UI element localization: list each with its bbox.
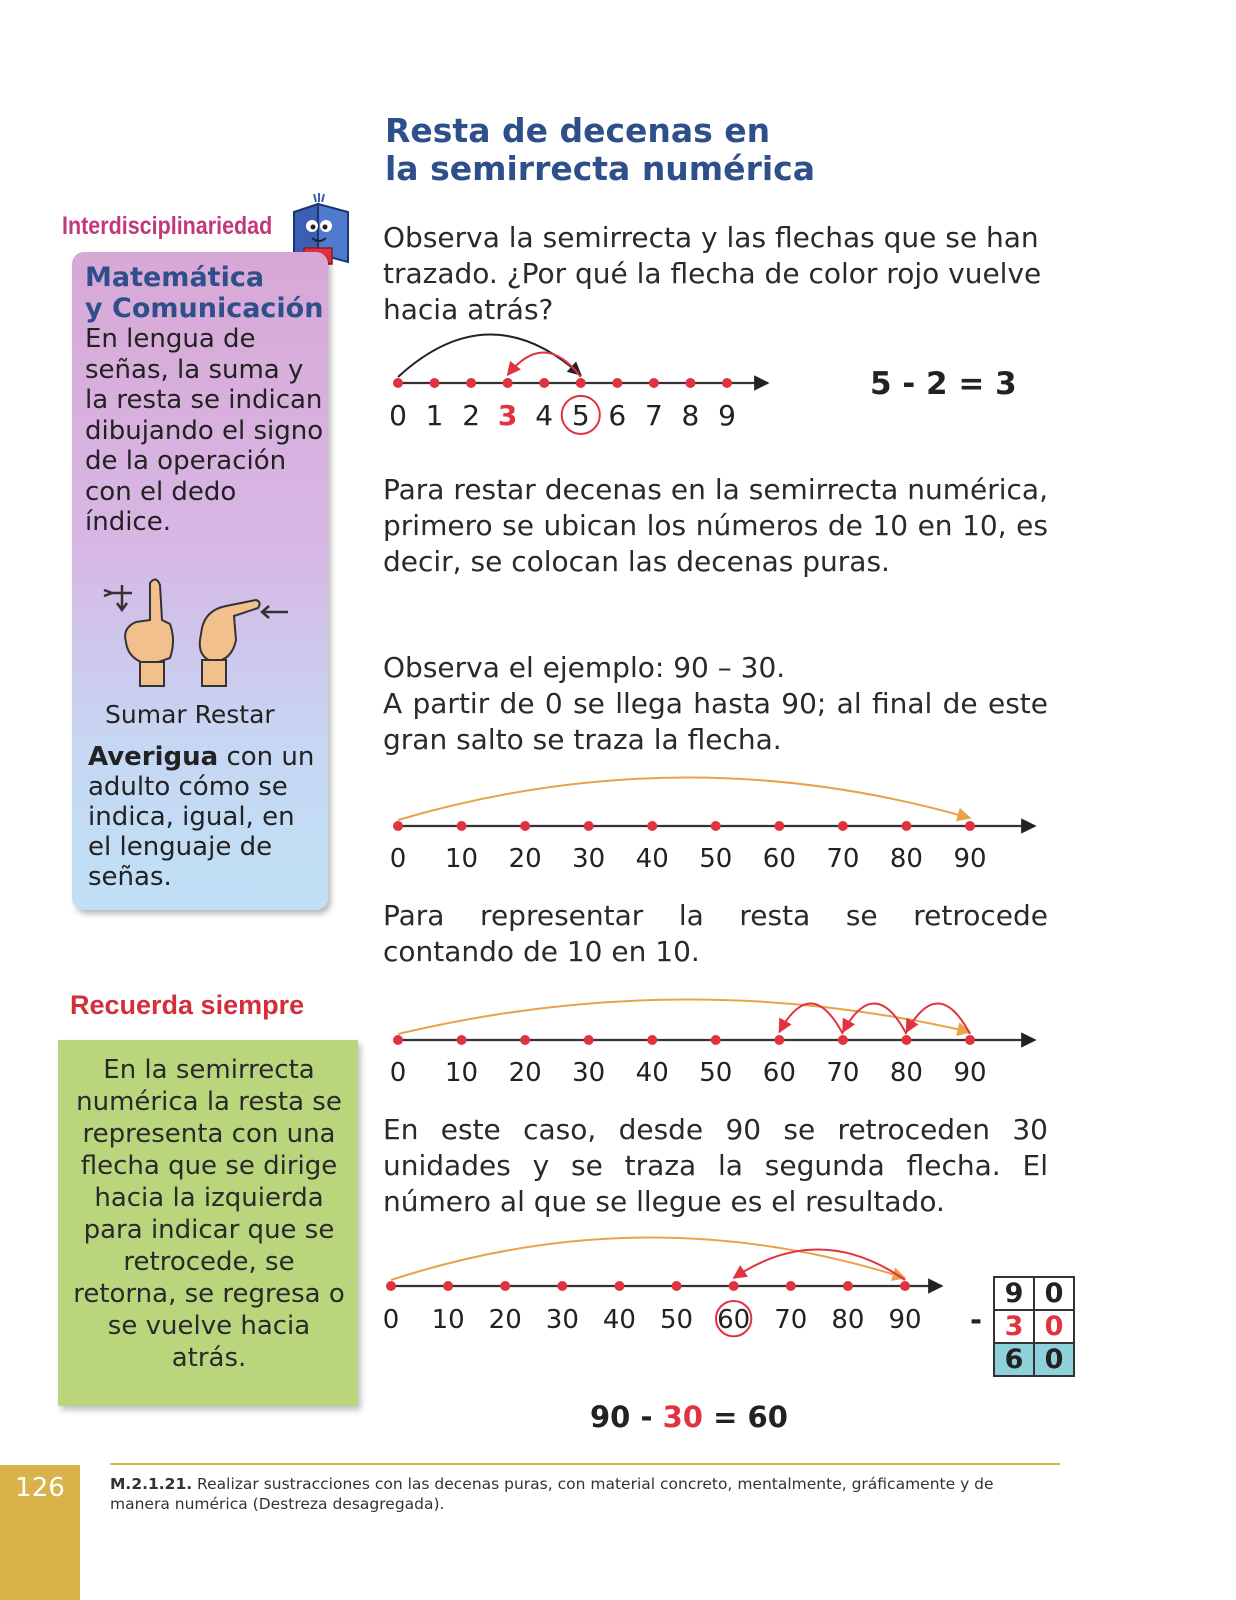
recuerda-heading: Recuerda siempre [70,990,305,1020]
tick-label: 60 [762,1058,796,1088]
tick-label: 0 [389,399,407,432]
tick-label: 2 [462,399,481,432]
tick-label: 70 [826,844,860,874]
tick-point [965,821,975,831]
interdisciplinariedad-heading: Interdisciplinariedad [62,212,273,240]
tick-point [576,378,586,388]
tick-point [557,1281,567,1291]
tick-label: 40 [635,1058,669,1088]
table-cell: 6 [994,1343,1034,1376]
table-minus-sign: - [970,1303,983,1337]
tick-point [722,378,732,388]
tick-label: 1 [425,399,444,432]
tick-label: 70 [774,1305,808,1335]
tick-label: 20 [508,1058,542,1088]
tick-label: 30 [545,1305,579,1335]
tick-label: 90 [888,1305,922,1335]
tick-label: 0 [389,844,407,874]
tick-point [729,1281,739,1291]
tick-point [393,378,403,388]
tick-label: 50 [699,1058,733,1088]
tick-label: 90 [953,1058,987,1088]
mc-text: En lengua de señas, la suma y la resta se indican dibujando el signo de la operación con el dedo índice. [85,324,324,537]
tick-label: 60 [762,844,796,874]
tick-point [786,1281,796,1291]
tick-point [612,378,622,388]
tick-point [647,1035,657,1045]
table-cell: 3 [994,1310,1034,1343]
number-line-3 [390,999,1035,1088]
intro-paragraph: Observa la semirrecta y las flechas que se han trazado. ¿Por qué la flecha de color rojo vuelve hacia atrás? [383,221,1042,326]
table-cell: 9 [994,1277,1034,1310]
tick-label: 60 [717,1305,751,1335]
tick-label: 7 [644,399,663,432]
tick-point [838,821,848,831]
tick-point [685,378,695,388]
mc-title: Matemática y Comunicación [85,262,324,324]
tick-point [965,1035,975,1045]
page-title: Resta de decenas en la semirrecta numérica [385,111,815,188]
tick-label: 40 [602,1305,636,1335]
tick-label: 10 [431,1305,465,1335]
tick-label: 30 [572,844,606,874]
tick-point [393,821,403,831]
tick-label: 10 [445,844,479,874]
tick-point [500,1281,510,1291]
tick-point [520,821,530,831]
tick-point [901,1035,911,1045]
tick-point [774,1035,784,1045]
table-cell: 0 [1034,1310,1074,1343]
tick-label: 4 [535,399,554,432]
tick-point [672,1281,682,1291]
tick-label: 50 [660,1305,694,1335]
jump-arrow [398,999,970,1034]
tick-label: 0 [389,1058,407,1088]
tick-label: 8 [681,399,700,432]
table-cell: 0 [1034,1343,1074,1376]
tick-label: 30 [572,1058,606,1088]
footer-skill: M.2.1.21. Realizar sustracciones con las decenas puras, con material concreto, mentalmente, gráficamente y de manera numérica (Destreza desagregada). [110,1475,994,1513]
tick-point [584,1035,594,1045]
tick-point [774,821,784,831]
jump-arrow [398,777,970,820]
tick-point [584,821,594,831]
backward-paragraph: Para representar la resta se retrocede contando de 10 en 10. [383,899,1048,968]
tick-point [520,1035,530,1045]
tick-point [900,1281,910,1291]
tick-label: 20 [488,1305,522,1335]
table-row [994,1277,1074,1310]
page-number: 126 [15,1473,65,1503]
tick-point [711,1035,721,1045]
tick-point [647,821,657,831]
tick-label: 40 [635,844,669,874]
hands-caption: Sumar Restar [105,700,275,729]
number-line-4 [383,1237,942,1336]
jump-arrow [398,334,581,377]
mc-ask-text: Averigua con un adulto cómo se indica, igual, en el lenguaje de señas. [88,742,315,892]
footer-divider [110,1463,1060,1465]
place-value-table [993,1276,1075,1377]
tick-point [466,378,476,388]
tick-point [614,1281,624,1291]
jump-arrow [508,352,581,377]
tick-point [503,378,513,388]
number-line-1 [389,334,768,433]
tick-label: 50 [699,844,733,874]
tick-label: 3 [497,399,518,432]
jump-arrow [391,1237,905,1280]
tick-label: 80 [831,1305,865,1335]
tick-point [901,821,911,831]
tick-point [430,378,440,388]
tick-label: 80 [889,844,923,874]
tick-label: 70 [826,1058,860,1088]
tick-label: 10 [445,1058,479,1088]
tick-point [838,1035,848,1045]
tick-point [457,1035,467,1045]
tick-point [649,378,659,388]
tick-point [457,821,467,831]
example-paragraph: Observa el ejemplo: 90 – 30. A partir de 0 se llega hasta 90; al final de este gran salto se traza la flecha. [383,651,1048,756]
jump-arrow [734,1249,905,1280]
explanation-paragraph: Para restar decenas en la semirrecta numérica, primero se ubican los números de 10 en 10, es decir, se colocan las decenas puras. [383,473,1048,578]
tick-point [843,1281,853,1291]
tick-label: 90 [953,844,987,874]
tick-label: 0 [382,1305,400,1335]
tick-point [711,821,721,831]
tick-label: 20 [508,844,542,874]
tick-point [393,1035,403,1045]
tick-point [443,1281,453,1291]
page-number-tab [0,1465,80,1600]
table-row [994,1343,1074,1376]
tick-point [539,378,549,388]
table-row [994,1310,1074,1343]
result-paragraph: En este caso, desde 90 se retroceden 30 unidades y se traza la segunda flecha. El número al que se llegue es el resultado. [383,1113,1048,1218]
jump-arrow [843,1003,907,1034]
final-equation: 90 - 30 = 60 [590,1400,788,1434]
tick-label: 6 [608,399,627,432]
table-cell: 0 [1034,1277,1074,1310]
tick-point [386,1281,396,1291]
number-line-2 [390,777,1035,874]
tick-label: 9 [718,399,736,432]
recuerda-text: En la semirrecta numérica la resta se representa con una flecha que se dirige hacia la izquierda para indicar que se retrocede, se retorna, se regresa o se vuelve hacia atrás. [73,1055,345,1373]
tick-label: 80 [889,1058,923,1088]
tick-label: 5 [571,399,590,432]
equation-5-2: 5 - 2 = 3 [870,366,1017,402]
